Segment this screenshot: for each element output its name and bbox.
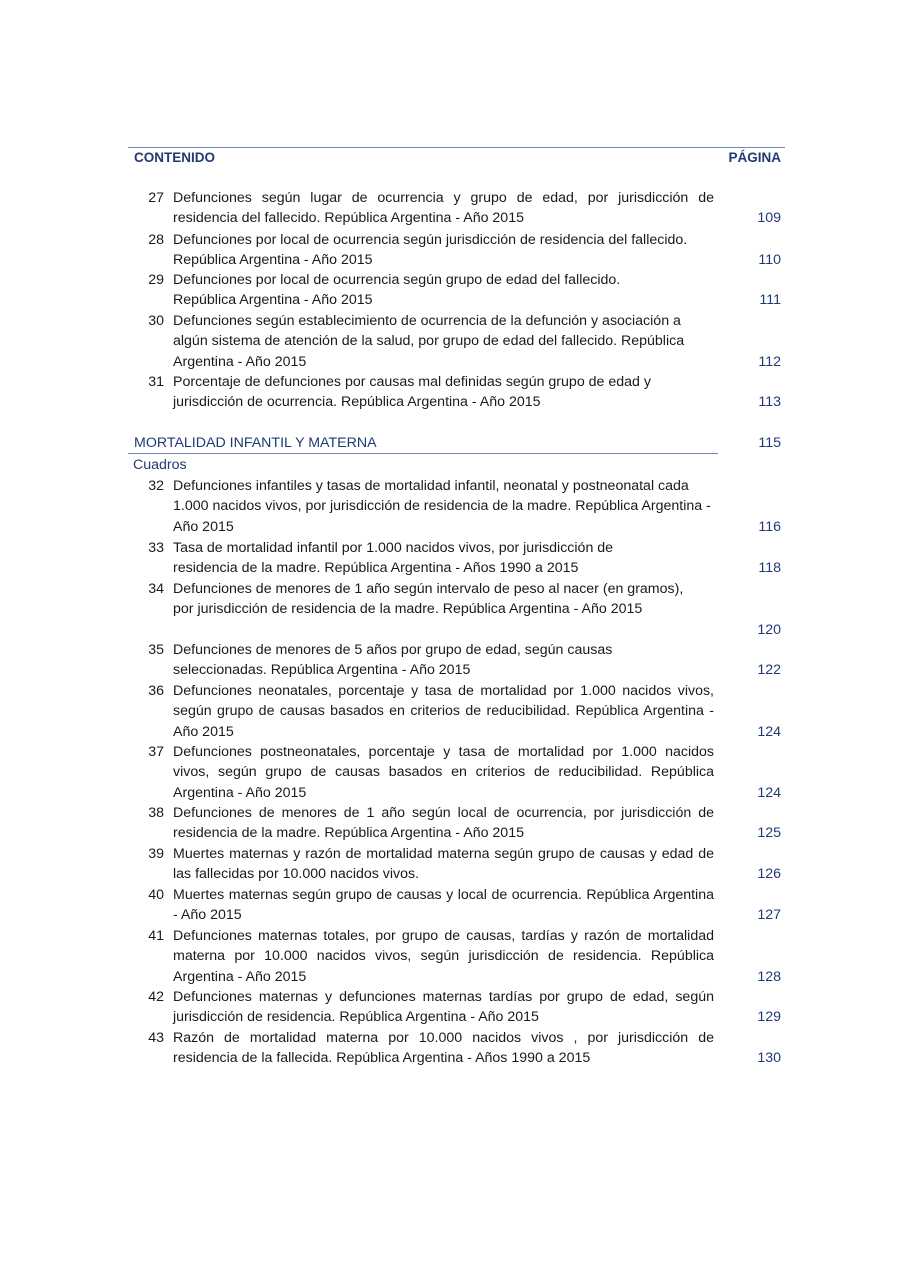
entry-title: Defunciones según lugar de ocurrencia y grupo de edad, por jurisdicción de residencia del fallecido. República Argentina - Año 2015 (173, 190, 714, 227)
entry-number: 42 (148, 989, 164, 1005)
toc-header (128, 147, 785, 170)
section-title: MORTALIDAD INFANTIL Y MATERNA (134, 435, 377, 451)
entry-number: 34 (148, 581, 164, 597)
entry-number: 27 (148, 190, 164, 206)
toc-entry[interactable] (0, 476, 905, 538)
toc-entry[interactable] (0, 681, 905, 743)
entry-title: Defunciones por local de ocurrencia según jurisdicción de residencia del fallecido. República Argentina - Año 2015 (173, 232, 688, 269)
entry-page[interactable]: 111 (759, 292, 781, 309)
entry-page[interactable]: 126 (757, 866, 781, 883)
entry-title: Defunciones según establecimiento de ocurrencia de la defunción y asociación a algún sistema de atención de la salud, por grupo de edad del fallecido. República Argentina - Año 2015 (173, 313, 685, 370)
contents-heading: CONTENIDO (134, 150, 215, 165)
page-heading: PÁGINA (728, 150, 781, 165)
entry-title: Muertes maternas y razón de mortalidad materna según grupo de causas y edad de las fallecidas por 10.000 nacidos vivos. (173, 846, 714, 883)
entry-title: Razón de mortalidad materna por 10.000 nacidos vivos , por jurisdicción de residencia de la fallecida. República Argentina - Años 1990 a 2015 (173, 1030, 714, 1067)
entry-page[interactable]: 116 (758, 518, 781, 535)
entry-title: Muertes maternas según grupo de causas y local de ocurrencia. República Argentina - Año 2015 (173, 887, 714, 924)
toc-entry[interactable] (0, 803, 905, 844)
entry-title: Tasa de mortalidad infantil por 1.000 nacidos vivos, por jurisdicción de residencia de la madre. República Argentina - Años 1990 a 2015 (173, 540, 614, 577)
entry-title: Defunciones por local de ocurrencia según grupo de edad del fallecido. República Argentina - Año 2015 (173, 272, 621, 309)
section-header (128, 434, 718, 454)
entry-title: Defunciones maternas totales, por grupo de causas, tardías y razón de mortalidad materna por 10.000 nacidos vivos, según jurisdicción de residencia. República Argentina - Año 2015 (173, 928, 714, 985)
entry-page[interactable]: 129 (757, 1009, 781, 1026)
entry-number: 30 (148, 313, 164, 329)
toc-entry[interactable] (0, 926, 905, 988)
section-subtitle: Cuadros (133, 457, 187, 473)
toc-entry[interactable] (0, 1028, 905, 1069)
entry-page[interactable]: 109 (757, 210, 781, 227)
entry-page[interactable]: 110 (758, 252, 781, 269)
entry-title: Defunciones maternas y defunciones maternas tardías por grupo de edad, según jurisdicción de residencia. República Argentina - Año 2015 (173, 989, 714, 1026)
toc-entry[interactable] (0, 844, 905, 885)
entry-number: 37 (148, 744, 164, 760)
entry-number: 33 (148, 540, 164, 556)
entry-page[interactable]: 125 (757, 825, 781, 842)
section-page[interactable]: 115 (758, 435, 781, 451)
entry-number: 31 (148, 374, 164, 390)
entry-page[interactable]: 122 (757, 662, 781, 679)
entry-number: 43 (148, 1030, 164, 1046)
toc-entry[interactable] (0, 538, 905, 579)
entry-title: Porcentaje de defunciones por causas mal definidas según grupo de edad y jurisdicción de ocurrencia. República Argentina - Año 2015 (173, 374, 651, 411)
toc-entry[interactable] (0, 579, 905, 641)
toc-entry[interactable] (0, 230, 905, 271)
toc-entry[interactable] (0, 372, 905, 413)
entry-title: Defunciones de menores de 5 años por grupo de edad, según causas seleccionadas. República Argentina - Año 2015 (173, 642, 613, 679)
entry-page[interactable]: 113 (758, 394, 781, 411)
entry-page[interactable]: 120 (757, 621, 781, 638)
entry-number: 40 (148, 887, 164, 903)
entry-title: Defunciones de menores de 1 año según intervalo de peso al nacer (en gramos), por jurisdicción de residencia de la madre. República Argentina - Año 2015 (173, 581, 684, 618)
toc-entry[interactable] (0, 270, 905, 311)
entry-page[interactable]: 130 (757, 1050, 781, 1067)
entry-number: 36 (148, 683, 164, 699)
entry-page[interactable]: 124 (757, 723, 781, 740)
entry-number: 38 (148, 805, 164, 821)
toc-entry[interactable] (0, 188, 905, 229)
entry-title: Defunciones de menores de 1 año según local de ocurrencia, por jurisdicción de residencia de la madre. República Argentina - Año 2015 (173, 805, 714, 842)
entry-page[interactable]: 127 (757, 907, 781, 924)
entry-page[interactable]: 124 (757, 784, 781, 801)
entry-page[interactable]: 128 (757, 968, 781, 985)
entry-page[interactable]: 118 (758, 560, 781, 577)
entry-title: Defunciones neonatales, porcentaje y tasa de mortalidad por 1.000 nacidos vivos, según grupo de causas basados en criterios de reducibilidad. República Argentina - Año 2015 (173, 683, 714, 740)
entry-number: 39 (148, 846, 164, 862)
entry-title: Defunciones postneonatales, porcentaje y tasa de mortalidad por 1.000 nacidos vivos, según grupo de causas basados en criterios de reducibilidad. República Argentina - Año 2015 (173, 744, 714, 801)
toc-entry[interactable] (0, 885, 905, 926)
entry-number: 41 (148, 928, 164, 944)
entry-page[interactable]: 112 (758, 353, 781, 370)
entry-number: 35 (148, 642, 164, 658)
toc-entry[interactable] (0, 742, 905, 804)
toc-entry[interactable] (0, 640, 905, 681)
entry-title: Defunciones infantiles y tasas de mortalidad infantil, neonatal y postneonatal cada 1.000 nacidos vivos, por jurisdicción de residencia de la madre. República Argentina - Año 2015 (173, 478, 711, 535)
entry-number: 28 (148, 232, 164, 248)
entry-number: 32 (148, 478, 164, 494)
toc-entry[interactable] (0, 987, 905, 1028)
entry-number: 29 (148, 272, 164, 288)
toc-entry[interactable] (0, 311, 905, 373)
